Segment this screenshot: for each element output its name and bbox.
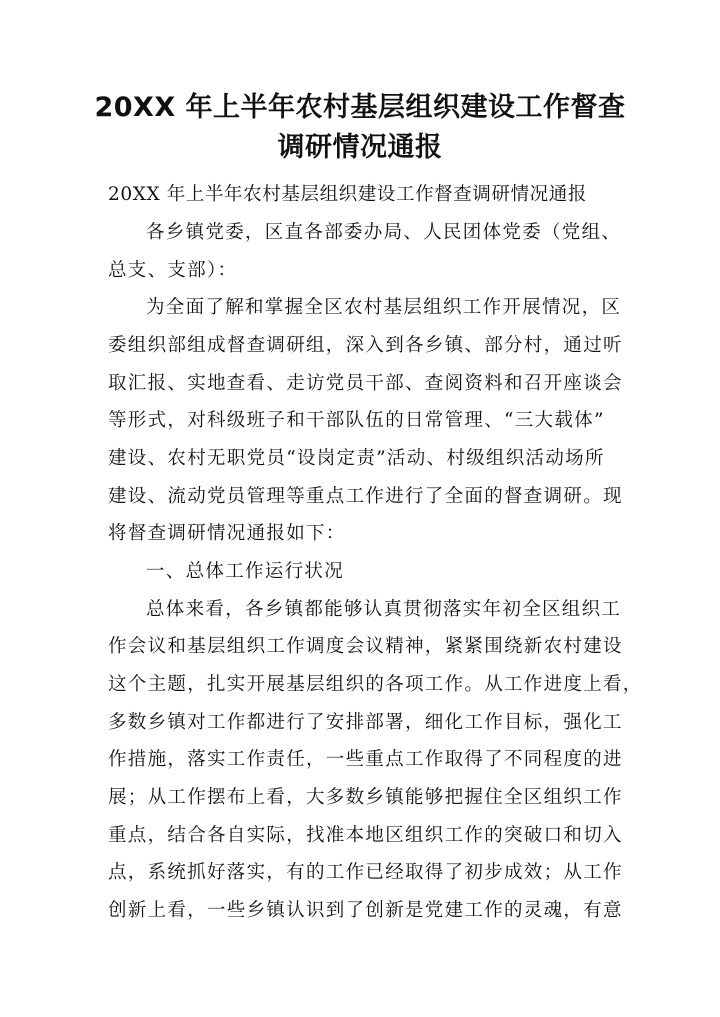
paragraph-1-line-7: 将督查调研情况通报如下： (108, 523, 346, 544)
paragraph-1-line-5: 建设、农村无职党员“设岗定责”活动、村级组织活动场所 (108, 448, 605, 469)
paragraph-2-line-1: 总体来看，各乡镇都能够认真贯彻落实年初全区组织工 (146, 599, 622, 620)
section-heading-1: 一、总体工作运行状况 (146, 561, 345, 582)
salutation-line-2: 总支、支部）： (108, 260, 238, 281)
paragraph-2-line-4: 多数乡镇对工作都进行了安排部署，细化工作目标，强化工 (108, 712, 623, 733)
paragraph-1-line-4: 等形式，对科级班子和干部队伍的日常管理、“三大载体” (108, 410, 605, 431)
paragraph-1-line-3: 取汇报、实地查看、走访党员干部、查阅资料和召开座谈会 (108, 373, 623, 394)
document-title-line-2: 调研情况通报 (277, 132, 443, 163)
paragraph-2-line-3: 这个主题，扎实开展基层组织的各项工作。从工作进度上看， (108, 674, 643, 695)
paragraph-1-line-6: 建设、流动党员管理等重点工作进行了全面的督查调研。现 (108, 486, 623, 507)
document-title-line-1: 20XX 年上半年农村基层组织建设工作督查 (94, 92, 626, 123)
salutation-line-1: 各乡镇党委，区直各部委办局、人民团体党委（党组、 (146, 222, 622, 243)
paragraph-2-line-7: 重点，结合各自实际，找准本地区组织工作的突破口和切入 (108, 825, 623, 846)
paragraph-2-line-6: 展；从工作摆布上看，大多数乡镇能够把握住全区组织工作 (108, 787, 623, 808)
paragraph-2-line-8: 点，系统抓好落实，有的工作已经取得了初步成效；从工作 (108, 862, 623, 883)
paragraph-2-line-2: 作会议和基层组织工作调度会议精神，紧紧围绕新农村建设 (108, 636, 623, 657)
paragraph-1-line-2: 委组织部组成督查调研组，深入到各乡镇、部分村，通过听 (108, 335, 623, 356)
paragraph-1-line-1: 为全面了解和掌握全区农村基层组织工作开展情况，区 (146, 297, 622, 318)
paragraph-2-line-9: 创新上看，一些乡镇认识到了创新是党建工作的灵魂，有意 (108, 900, 623, 921)
paragraph-2-line-5: 作措施，落实工作责任，一些重点工作取得了不同程度的进 (108, 749, 623, 770)
document-subtitle: 20XX 年上半年农村基层组织建设工作督查调研情况通报 (108, 184, 587, 205)
